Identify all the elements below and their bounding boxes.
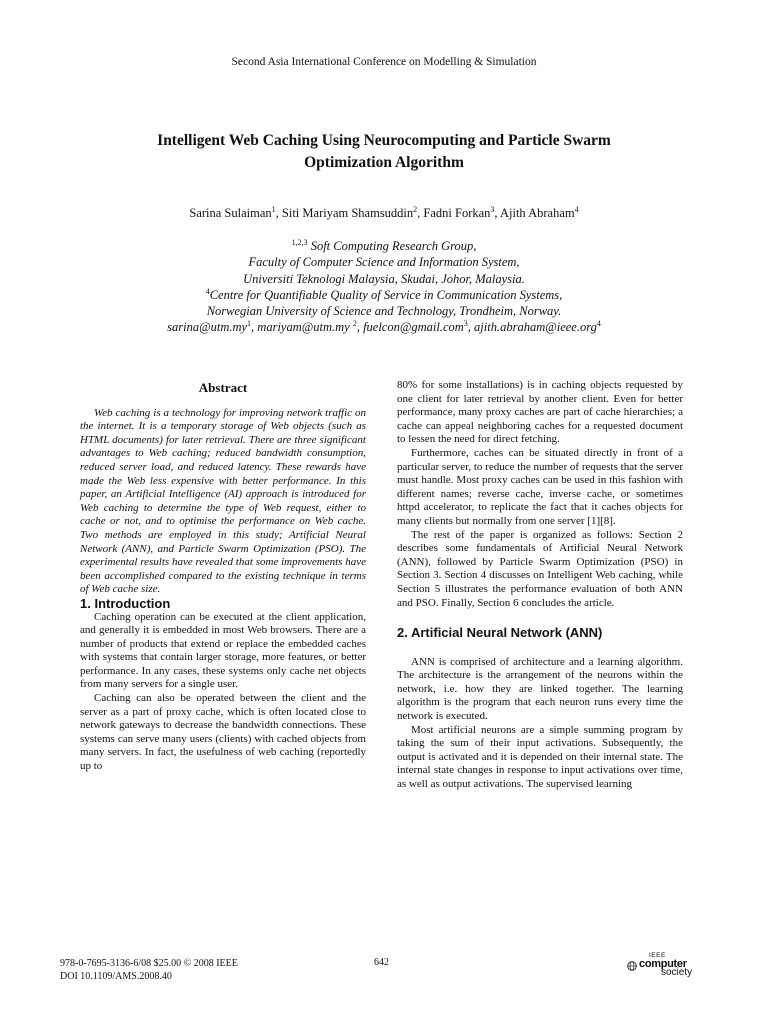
paragraph-continued: 80% for some installations) is in caching objects requested by one client for later retrieval by another client. Even for better performance, many proxy caches are part of cache hierarchies; a cache can appeal neighboring caches for a requested document to lessen the need for direct fetching. <box>397 379 683 446</box>
title-line-2: Optimization Algorithm <box>304 154 464 171</box>
affil-line: Centre for Quantifiable Quality of Service in Communication Systems, <box>209 287 563 302</box>
author-sup: 2 <box>413 204 418 214</box>
doi-line: DOI 10.1109/AMS.2008.40 <box>60 971 172 982</box>
email-address: fuelcon@gmail.com <box>363 320 464 335</box>
email-sup: 2 <box>352 319 357 329</box>
paragraph: Caching operation can be executed at the client application, and generally it is embedded in most Web browsers. There are a number of products that extend or replace the embedded caches with systems that contain larger storage, more features, or better performance. In any cases, these systems only cache net objects from many servers for a single user. <box>80 610 366 691</box>
left-column <box>80 377 366 774</box>
email-address: ajith.abraham@ieee.org <box>474 320 597 335</box>
footer-citation <box>60 957 238 983</box>
author-list: Sarina Sulaiman$^1$, Siti Mariyam Shamsuddin$^2$, Fadni Forkan$^3$, Ajith Abraham$^4$ <box>189 204 579 220</box>
logo-ieee-text: IEEE <box>649 952 666 959</box>
affil-sup: 4 <box>205 286 210 296</box>
author-sup: 4 <box>574 204 579 214</box>
email-address: sarina@utm.my <box>167 320 248 335</box>
author-sup: 3 <box>490 204 495 214</box>
page-number: 642 <box>374 957 389 968</box>
ieee-computer-society-logo <box>627 952 722 978</box>
logo-society-text: society <box>661 967 693 978</box>
author-name: Siti Mariyam Shamsuddin <box>281 206 414 220</box>
right-column <box>397 379 683 792</box>
email-sup: 1 <box>247 319 252 329</box>
author-name: Fadni Forkan <box>423 206 491 220</box>
paragraph: Most artificial neurons are a simple summing program by taking the sum of their input activations. Subsequently, the output is activated and it is depended on their internal state. The internal state changes in response to input activations over time, as well as output activations. The supervised learning <box>397 723 683 791</box>
email-sup: 3 <box>463 319 468 329</box>
affil-line: Faculty of Computer Science and Information System, <box>248 255 520 270</box>
affil-line: Norwegian University of Science and Technology, Trondheim, Norway. <box>206 304 562 319</box>
author-name: Ajith Abraham <box>499 206 575 220</box>
paper-title <box>90 130 678 174</box>
paragraph: Furthermore, caches can be situated directly in front of a particular server, to reduce the number of requests that the server must handle. Most proxy caches can be used in this fashion with different names; reverse cache, inverse cache, or sometimes httpd accelerator, to replicate the fact that it caches objects for many clients but normally from one server [1][8]. <box>397 446 683 527</box>
paragraph: The rest of the paper is organized as follows: Section 2 describes some fundamentals of Artificial Neural Network (ANN), followed by Particle Swarm Optimization (PSO) in Section 3. Section 4 discusses on Intelligent Web caching, while Section 5 illustrates the performance evaluation of both ANN and PSO. Finally, Section 6 concludes the article. <box>397 528 683 609</box>
abstract-heading: Abstract <box>198 380 248 395</box>
email-address: mariyam@utm.my <box>257 320 353 335</box>
email-list: $sarina@utm.my^1$, mariyam@utm.my $^2$, fuelcon@gmail.com$^3$, ajith.abraham@ieee.org$^4$ <box>167 319 601 335</box>
affil-line: Soft Computing Research Group, <box>307 239 477 253</box>
section-heading-introduction: 1. Introduction <box>80 595 171 611</box>
affil-line: Universiti Teknologi Malaysia, Skudai, Johor, Malaysia. <box>243 271 525 286</box>
conference-header: Second Asia International Conference on Modelling & Simulation <box>231 56 537 68</box>
author-name: Sarina Sulaiman <box>189 206 272 220</box>
title-line-1: Intelligent Web Caching Using Neurocomputing and Particle Swarm <box>157 132 611 149</box>
section-heading-ann: 2. Artificial Neural Network (ANN) <box>397 625 603 641</box>
affil-sup: 1,2,3 <box>291 237 308 247</box>
abstract-text: Web caching is a technology for improving network traffic on the internet. It is a temporary storage of Web objects (such as HTML documents) for later retrieval. There are three significant advantages to Web caching; reduced bandwidth consumption, reduced server load, and reduced latency. These rewards have made the Web less expensive with better performance. In this paper, an Artificial Intelligence (AI) approach is introduced for Web caching to determine the type of Web request, either to cache or not, and to optimise the performance on Web cache. Two methods are employed in this study; Artificial Neural Network (ANN), and Particle Swarm Optimization (PSO). The experimental results have revealed that some improvements have been accomplished compared to the existing technique in terms of Web cache size. <box>80 406 366 596</box>
logo-computer-text: computer <box>639 958 687 970</box>
paragraph: Caching can also be operated between the client and the server as a part of proxy cache, which is often located close to network gateways to decrease the bandwidth connections. These systems can serve many users (clients) with cached objects from many servers. In fact, the usefulness of web caching (reportedly up to <box>80 692 366 773</box>
affiliations <box>60 238 708 336</box>
author-sup: 1 <box>271 204 276 214</box>
paragraph: ANN is comprised of architecture and a learning algorithm. The architecture is the arrangement of the neurons within the network, i.e. how they are linked together. The learning algorithm is the program that each neuron runs every time the network is executed. <box>397 655 683 723</box>
email-sup: 4 <box>596 319 601 329</box>
isbn-line: 978-0-7695-3136-6/08 $25.00 © 2008 IEEE <box>60 958 238 969</box>
globe-icon <box>627 961 637 971</box>
